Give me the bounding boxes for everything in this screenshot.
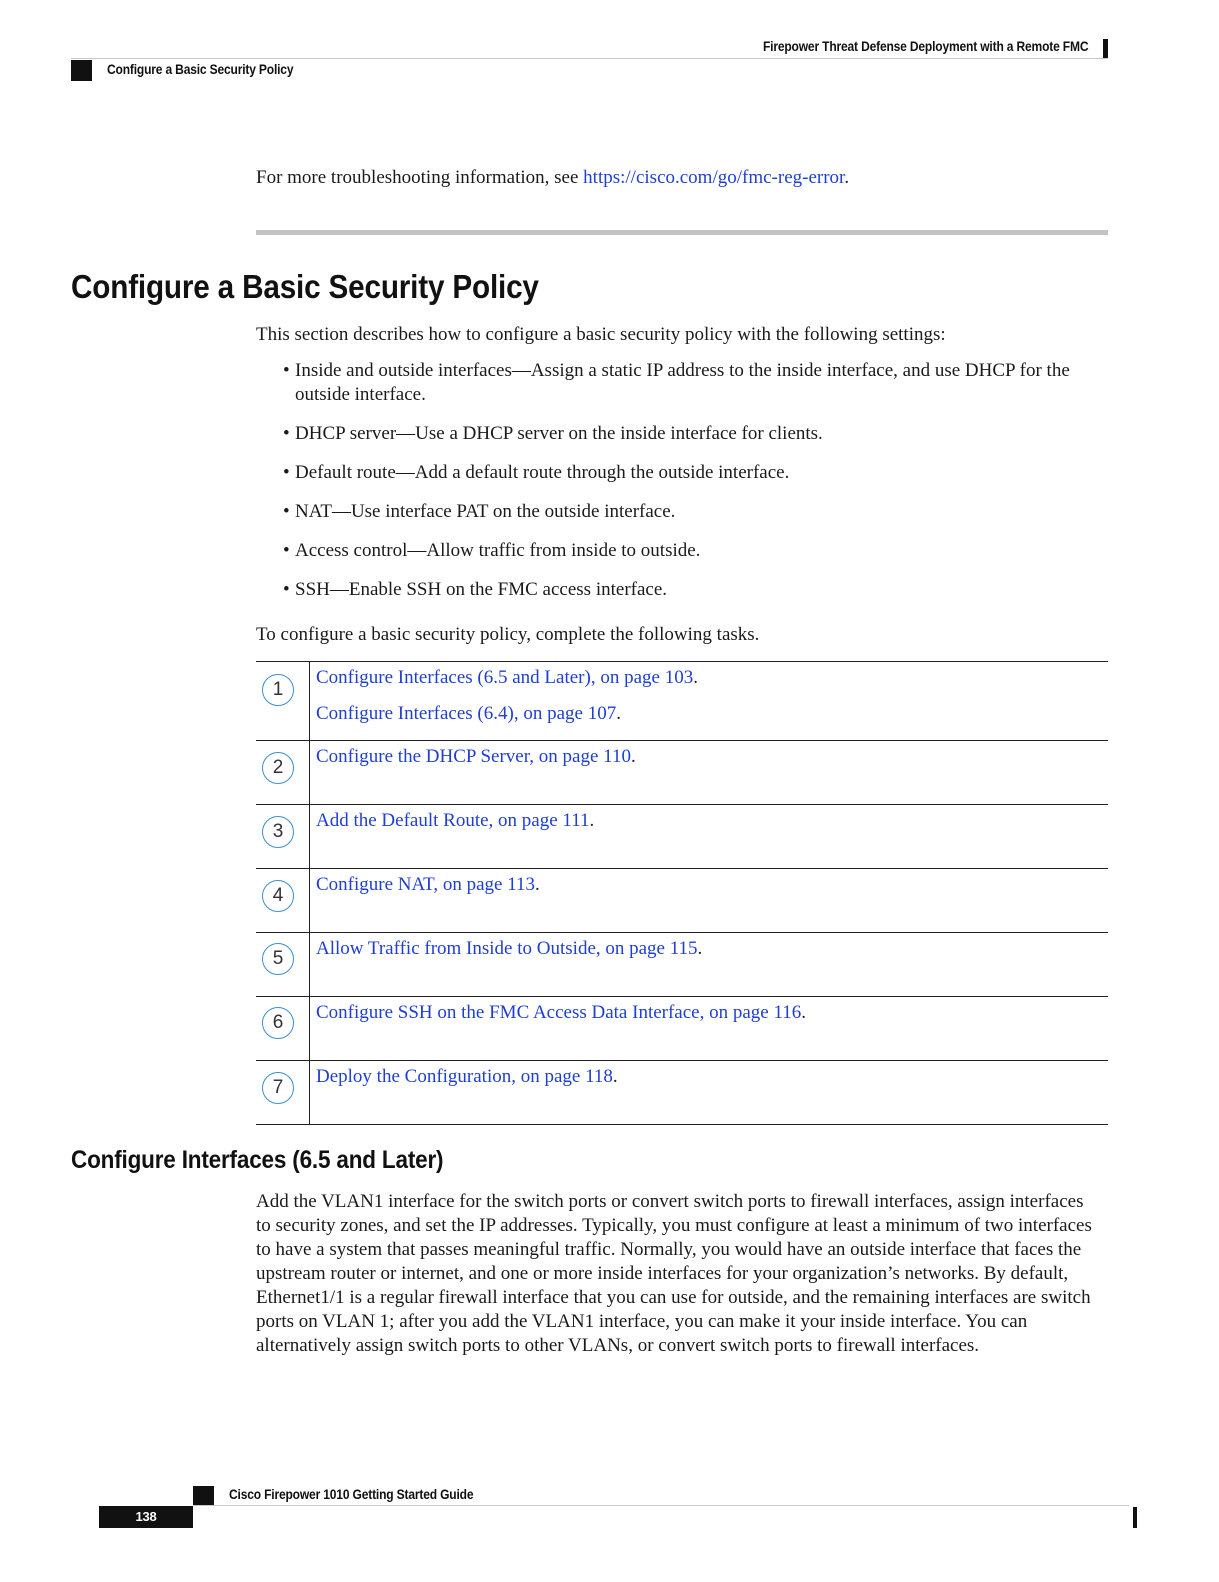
- running-header-section: Configure a Basic Security Policy: [107, 61, 294, 77]
- list-item: • Access control—Allow traffic from inside to outside.: [283, 540, 701, 561]
- step-link[interactable]: Configure NAT, on page 113: [316, 874, 535, 895]
- running-header-title: Firepower Threat Defense Deployment with a Remote FMC: [762, 38, 1088, 54]
- bullet-line: Inside and outside interfaces—Assign a static IP address to the inside interface, and use DHCP for the: [295, 360, 1070, 381]
- fmc-reg-error-link[interactable]: https://cisco.com/go/fmc-reg-error: [583, 167, 845, 188]
- header-section-marker: [71, 60, 92, 81]
- body-line: upstream router or internet, and one or more inside interfaces for your organization’s networks. By default,: [256, 1263, 1069, 1284]
- list-item: • Inside and outside interfaces—Assign a static IP address to the inside interface, and use DHCP for the outside interface.: [283, 360, 1070, 405]
- step-number-badge: 2: [262, 752, 294, 784]
- step-number-badge: 4: [262, 880, 294, 912]
- footer-rule: [193, 1505, 1129, 1506]
- step-link[interactable]: Configure SSH on the FMC Access Data Interface, on page 116: [316, 1002, 802, 1023]
- step-row: 3 Add the Default Route, on page 111.: [256, 805, 1108, 869]
- step-row: 7 Deploy the Configuration, on page 118.: [256, 1061, 1108, 1125]
- section-title: Configure a Basic Security Policy: [71, 268, 539, 305]
- step-link[interactable]: Configure the DHCP Server, on page 110: [316, 746, 631, 767]
- step-row: 4 Configure NAT, on page 113.: [256, 869, 1108, 933]
- body-line: alternatively assign switch ports to other VLANs, or convert switch ports to firewall interfaces.: [256, 1335, 980, 1356]
- body-line: Ethernet1/1 is a regular firewall interface that you can use for outside, and the remaining interfaces are switch: [256, 1287, 1091, 1308]
- step-row: 6 Configure SSH on the FMC Access Data Interface, on page 116.: [256, 997, 1108, 1061]
- step-number-badge: 7: [262, 1072, 294, 1104]
- bullet-line: DHCP server—Use a DHCP server on the inside interface for clients.: [295, 423, 823, 444]
- section-intro: This section describes how to configure a basic security policy with the following settings:: [256, 324, 946, 345]
- tasks-intro: To configure a basic security policy, complete the following tasks.: [256, 624, 760, 645]
- body-line: ports on VLAN 1; after you add the VLAN1 interface, you can make it your inside interface. You can: [256, 1311, 1028, 1332]
- list-item: • NAT—Use interface PAT on the outside interface.: [283, 501, 676, 522]
- body-line: to security zones, and set the IP addresses. Typically, you must configure at least a minimum of two interfaces: [256, 1215, 1092, 1236]
- step-number-badge: 3: [262, 816, 294, 848]
- bullet-line: Default route—Add a default route through the outside interface.: [295, 462, 790, 483]
- step-link[interactable]: Configure Interfaces (6.5 and Later), on page 103: [316, 667, 694, 688]
- bullet-line: Access control—Allow traffic from inside to outside.: [295, 540, 701, 561]
- header-bar-marker: [1103, 39, 1108, 59]
- bullet-line: SSH—Enable SSH on the FMC access interface.: [295, 579, 668, 600]
- bullet-line: NAT—Use interface PAT on the outside interface.: [295, 501, 676, 522]
- list-item: • SSH—Enable SSH on the FMC access interface.: [283, 579, 668, 600]
- step-row: 1 Configure Interfaces (6.5 and Later), on page 103. Configure Interfaces (6.4), on page 107.: [256, 662, 1108, 741]
- troubleshooting-paragraph: [256, 166, 849, 190]
- troubleshooting-suffix: .: [844, 167, 850, 188]
- header-rule: [71, 58, 1108, 59]
- step-row: 2 Configure the DHCP Server, on page 110.: [256, 741, 1108, 805]
- page-number: 138: [99, 1506, 193, 1528]
- step-link[interactable]: Allow Traffic from Inside to Outside, on page 115: [316, 938, 698, 959]
- step-number-badge: 6: [262, 1007, 294, 1039]
- step-link[interactable]: Deploy the Configuration, on page 118: [316, 1066, 613, 1087]
- body-line: to have a system that passes meaningful traffic. Normally, you would have an outside interface that faces the: [256, 1239, 1082, 1260]
- footer-marker: [193, 1486, 214, 1506]
- step-number-badge: 5: [262, 943, 294, 975]
- settings-list: [283, 359, 1108, 617]
- list-item: • DHCP server—Use a DHCP server on the inside interface for clients.: [283, 423, 823, 444]
- section-divider: [256, 230, 1108, 235]
- bullet-line: outside interface.: [295, 384, 426, 405]
- footer-guide-title: Cisco Firepower 1010 Getting Started Guide: [229, 1486, 474, 1502]
- subsection-title: Configure Interfaces (6.5 and Later): [71, 1146, 444, 1174]
- body-line: Add the VLAN1 interface for the switch ports or convert switch ports to firewall interfaces, assign interfaces: [256, 1191, 1084, 1212]
- troubleshooting-prefix: For more troubleshooting information, see: [256, 167, 584, 188]
- step-row: 5 Allow Traffic from Inside to Outside, on page 115.: [256, 933, 1108, 997]
- footer-bar-marker: [1133, 1507, 1137, 1528]
- steps-table: [256, 661, 1108, 1125]
- step-link[interactable]: Configure Interfaces (6.4), on page 107: [316, 703, 617, 724]
- subsection-body: [256, 1190, 1112, 1358]
- step-link[interactable]: Add the Default Route, on page 111: [316, 810, 590, 831]
- step-number-badge: 1: [262, 674, 294, 706]
- list-item: • Default route—Add a default route through the outside interface.: [283, 462, 790, 483]
